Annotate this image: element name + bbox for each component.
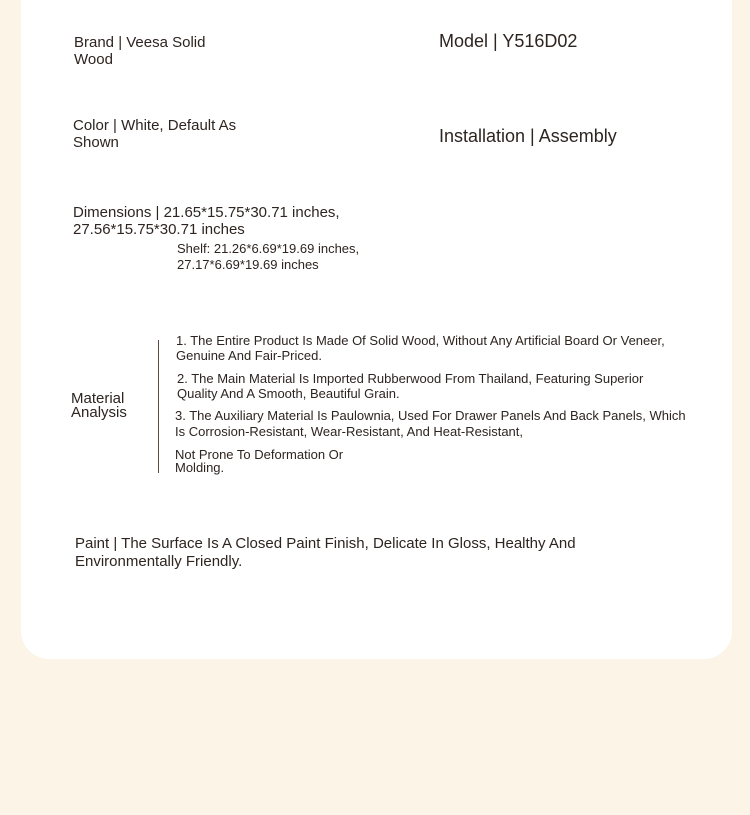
material-point-3: 3. The Auxiliary Material Is Paulownia, Used For Drawer Panels And Back Panels, Which Is Corrosion-Resistant, Wear-Resistant, And Heat-Resistant, [175, 408, 686, 439]
dimensions-spec: Dimensions | 21.65*15.75*30.71 inches, 27.56*15.75*30.71 inches [73, 204, 340, 238]
installation-spec: Installation | Assembly [439, 126, 617, 146]
paint-spec: Paint | The Surface Is A Closed Paint Finish, Delicate In Gloss, Healthy And Environmentally Friendly. [75, 535, 576, 570]
material-divider [158, 340, 159, 473]
material-point-2: 2. The Main Material Is Imported Rubberwood From Thailand, Featuring Superior Quality And A Smooth, Beautiful Grain. [177, 371, 644, 402]
shelf-dimensions: Shelf: 21.26*6.69*19.69 inches, 27.17*6.69*19.69 inches [177, 241, 360, 272]
material-analysis-label: Material Analysis [71, 390, 127, 422]
material-point-3-continued: Not Prone To Deformation Or Molding. [175, 447, 344, 475]
material-point-1: 1. The Entire Product Is Made Of Solid Wood, Without Any Artificial Board Or Veneer, Genuine And Fair-Priced. [176, 333, 665, 364]
color-spec: Color | White, Default As Shown [73, 117, 237, 151]
brand-spec: Brand | Veesa Solid Wood [74, 34, 206, 68]
model-spec: Model | Y516D02 [439, 31, 578, 51]
